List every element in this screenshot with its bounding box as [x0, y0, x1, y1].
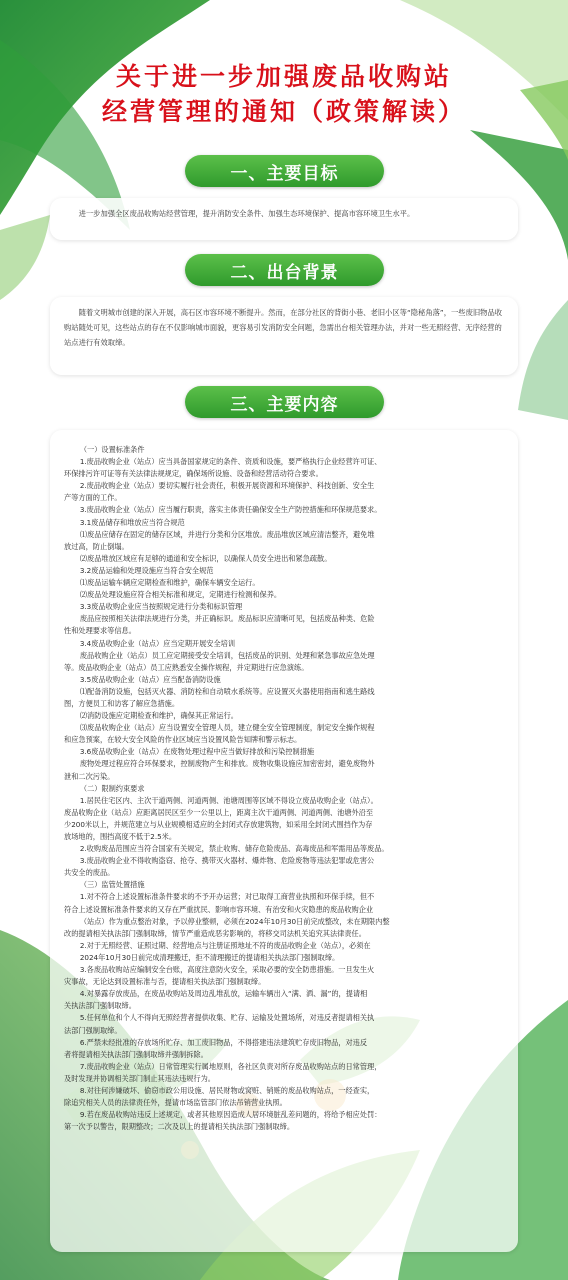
section-heading-background: 二、出台背景: [185, 254, 384, 286]
content-line: 除追究相关人员的法律责任外，提请市场监管部门依法吊销营业执照。: [64, 1098, 287, 1108]
content-line: 2.对于无照经营、证照过期、经营地点与注册证照地址不符的废品收购企业（站点），必须在: [79, 940, 371, 950]
content-line: 灾事故，无论达到设置标准与否，提请相关执法部门强制取缔。: [64, 977, 266, 987]
content-line: 2.收购废品范围应当符合国家有关规定，禁止收购、储存危险废品、高毒废品和军需用品等废品。: [79, 844, 389, 854]
content-line: 及时发现并协调相关部门制止其违法违规行为。: [64, 1073, 215, 1083]
page-title-line-2: 经营管理的通知（政策解读）: [101, 97, 466, 126]
content-line: 废品应按照相关法律法规进行分类，并正确标识。废品标识应清晰可见，包括废品种类、危险: [79, 614, 375, 624]
content-text-box: [50, 430, 518, 1252]
content-line: 5.任何单位和个人不得向无照经营者提供收集、贮存、运输及处置场所，对违反者提请相关执: [79, 1013, 375, 1023]
page-title-line-1: 关于进一步加强废品收购站: [115, 62, 452, 91]
content-line: 废品收购企业（站点）应距离居民区至少一公里以上，距离主次干道两侧、河道两侧、池塘外沿至: [64, 807, 374, 817]
content-line: ⑶废品收购企业（站点）应当设置安全管理人员，建立健全安全管理制度，制定安全操作规程: [79, 723, 375, 733]
content-line: 3.废品收购企业（站点）应当履行职责，落实主体责任确保安全生产防控措施和环保规范要求。: [79, 505, 382, 515]
content-line: 者将提请相关执法部门强制取缔并强制拆除。: [64, 1049, 208, 1059]
content-line: 2.废品收购企业（站点）要切实履行社会责任，积极开展资源和环境保护、科技创新、安全生: [79, 481, 375, 491]
content-line: （二）限制约束要求: [79, 783, 145, 793]
content-line: 3.5废品收购企业（站点）应当配备消防设施: [79, 674, 221, 684]
content-lines: [64, 444, 504, 1133]
content-line: 废品收购企业（站点）员工应定期接受安全培训，包括废品的识别、处理和紧急事故应急处理: [79, 650, 375, 660]
goal-text: 进一步加强全区废品收购站经营管理，提升消防安全条件、加强生态环境保护、提高市容环境卫生水平。: [78, 209, 415, 218]
content-line: 3.6废品收购企业（站点）在废物处理过程中应当做好排放和污染控制措施: [79, 747, 315, 757]
content-line: 废物处理过程应符合环保要求，控制废物产生和排放。废物收集设施应加密密封，避免废物外: [79, 759, 375, 769]
content-line: 8.对往何涉嫌破坏、偷窃市政公用设施、居民财物或窝赃、销赃的废品收购站点，一经查实，: [79, 1085, 375, 1095]
content-line: 9.若在废品收购站违反上述规定，或者其他原因造成人居环境脏乱差问题的，将给予相应处罚：: [79, 1110, 382, 1120]
content-line: ⑵废品堆放区域应有足够的通道和安全标识，以确保人员安全进出和紧急疏散。: [79, 553, 332, 563]
content-line: ⑵消防设施应定期检查和维护，确保其正常运行。: [79, 711, 238, 721]
content-line: ⑴废品运输车辆应定期检查和维护，确保车辆安全运行。: [79, 578, 260, 588]
content-line: 1.居民住宅区内、主次干道两侧、河道两侧、池塘周围等区域不得设立废品收购企业（站点）。: [79, 795, 378, 805]
content-line: 3.1废品储存和堆放应当符合规范: [79, 517, 185, 527]
content-line: 关执法部门强制取缔。: [64, 1001, 136, 1011]
content-line: 共安全的废品。: [64, 868, 115, 878]
content-line: （三）监管处置措施: [79, 880, 145, 890]
content-line: 3.废品收购企业不得收购盗窃、抢夺、携带灭火器材、爆炸物、危险废物等违法犯罪或危害公: [79, 856, 375, 866]
content-line: 7.废品收购企业（站点）日常管理实行属地原则，各社区负责对所存废品收购站点的日常管理，: [79, 1061, 382, 1071]
content-line: 3.各废品收购站应编制安全台账，高度注意防火安全，采取必要的安全防患措施。一旦发生火: [79, 965, 375, 975]
background-text-box: [50, 297, 518, 375]
content-line: 少200米以上，并规范建立与从业规模相适应的全封闭式存放建筑物，如采用全封闭式围挡作为存: [64, 819, 373, 829]
content-line: （站点）作为重点整治对象，予以停业整顿，必须在2024年10月30日前完成整改，未在期限内整: [79, 916, 390, 926]
content-line: （一）设置标准条件: [79, 445, 145, 454]
content-line: 放过高，防止倒塌。: [64, 541, 129, 551]
content-line: 2024年10月30日前完成清理搬迁，拒不清理搬迁的提请相关执法部门强制取缔。: [79, 952, 340, 962]
content-line: 泄和二次污染。: [64, 771, 115, 781]
section-heading-goal: 一、主要目标: [185, 155, 384, 187]
content-line: 1.废品收购企业（站点）应当具备国家规定的条件、资质和设施，要严格执行企业经营许可证、: [79, 457, 382, 467]
content-line: 1.对不符合上述设置标准条件要求的不予开办运营；对已取得工商营业执照和环保手续，但不: [79, 892, 375, 902]
content-line: 6.严禁未经批准的存放场所贮存、加工废旧物品，不得搭建违法建筑贮存废旧物品，对违反: [79, 1037, 368, 1047]
content-line: 法部门强制取缔。: [64, 1025, 122, 1035]
content-line: 符合上述设置标准条件要求的又存在严重扰民、影响市容环境、有治安和火灾隐患的废品收购企业: [64, 904, 374, 914]
content-line: 等。废品收购企业（站点）员工应熟悉安全操作规程，并定期进行应急演练。: [64, 662, 309, 672]
content-line: ⑴配备消防设施，包括灭火器、消防栓和自动喷水系统等。应设置灭火器使用指南和逃生路线: [79, 686, 375, 696]
content-line: 3.2废品运输和处理设施应当符合安全规范: [79, 565, 214, 575]
content-line: 4.对暴露存放废品，在废品收购站及周边乱堆乱放，运输车辆出入“满、洒、漏”的，提请相: [79, 989, 368, 999]
content-line: 放场地的，围挡高度不低于2.5米。: [64, 832, 177, 841]
content-line: 3.3废品收购企业应当按照规定进行分类和标识管理: [79, 602, 243, 612]
content-line: 3.4废品收购企业（站点）应当定期开展安全培训: [79, 638, 236, 648]
goal-text-box: [50, 198, 518, 240]
content-line: 改的提请相关执法部门强制取缔，情节严重造成恶劣影响的，将移交司法机关追究其法律责任。: [64, 928, 366, 938]
content-line: 和应急预案，在较大安全风险的作业区域应当设置风险告知牌和警示标志。: [64, 735, 302, 745]
content-line: 第一次予以警告，限期整改；二次及以上的提请相关执法部门强制取缔。: [64, 1122, 295, 1132]
content-line: ⑵废品处理设施应符合相关标准和规定，定期进行检测和保养。: [79, 590, 282, 600]
content-line: 环保排污许可证等有关法律法规规定，确保场所设施、设备和经营活动符合要求。: [64, 469, 323, 479]
content-line: 性和处理要求等信息。: [64, 626, 136, 636]
section-heading-content: 三、主要内容: [185, 386, 384, 418]
content-line: 图，方便员工和访客了解应急措施。: [64, 698, 180, 708]
content-line: ⑴废品应储存在固定的储存区域，并进行分类和分区堆放。废品堆放区域应清洁整齐，避免堆: [79, 529, 375, 539]
content-line: 产等方面的工作。: [64, 493, 122, 503]
background-text: 随着文明城市创建的深入开展，高石区市容环境不断提升。然而，在部分社区的背街小巷、老旧小区等“隐秘角落”，一些废旧物品收购站随处可见，这些站点的存在不仅影响城市面貌，更容易引发消防安全问题，急需出台相关管理办法，并对一些无照经营、无序经营的站点进行有效取缔。: [64, 308, 503, 347]
